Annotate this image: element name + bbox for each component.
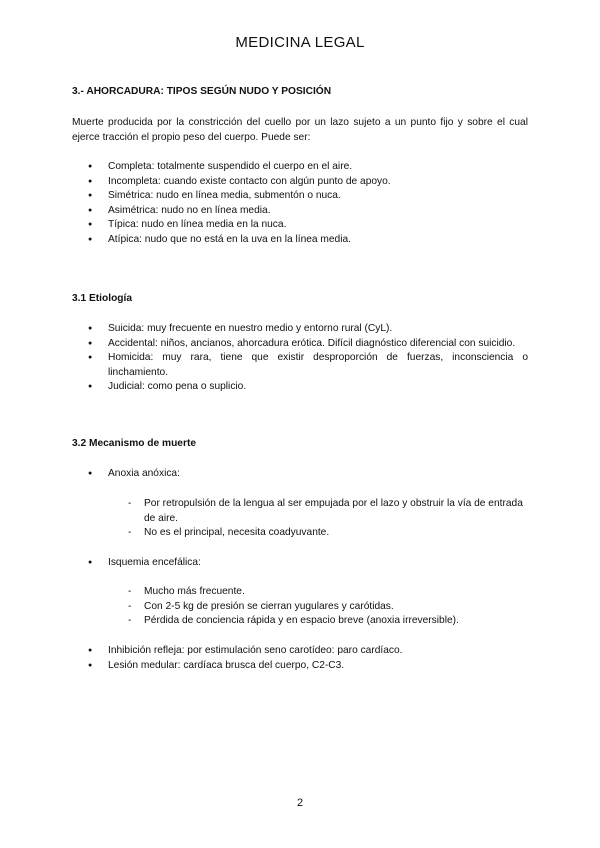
list-item: ● Judicial: como pena o suplicio. bbox=[72, 380, 528, 395]
list-item: ● Completa: totalmente suspendido el cuerpo en el aire. bbox=[72, 160, 528, 175]
section-heading-mecanismo: 3.2 Mecanismo de muerte bbox=[72, 438, 196, 449]
section-heading-ahorcadura: 3.- AHORCADURA: TIPOS SEGÚN NUDO Y POSICIÓN bbox=[72, 86, 332, 97]
anoxia-sublist bbox=[128, 497, 528, 541]
list-item: ● Suicida: muy frecuente en nuestro medio y entorno rural (CyL). bbox=[72, 322, 528, 337]
list-item: ● Típica: nudo en línea media en la nuca. bbox=[72, 218, 528, 233]
list-item: ● Incompleta: cuando existe contacto con algún punto de apoyo. bbox=[72, 175, 528, 190]
mecanismo-others-list bbox=[72, 644, 528, 673]
isquemia-sublist bbox=[128, 585, 528, 629]
list-item: ● Atípica: nudo que no está en la uva en la línea media. bbox=[72, 233, 528, 248]
list-item: ● Homicida: muy rara, tiene que existir desproporción de fuerzas, inconsciencia o linchamiento. bbox=[72, 351, 528, 380]
section-intro-paragraph: Muerte producida por la constricción del cuello por un lazo sujeto a un punto fijo y sobre el cual ejerce tracción el propio peso del cuerpo. Puede ser: bbox=[72, 117, 528, 143]
list-item: - Por retropulsión de la lengua al ser empujada por el lazo y obstruir la vía de entrada de aire. bbox=[128, 497, 528, 526]
list-item-isquemia: ● Isquemia encefálica: bbox=[72, 556, 528, 571]
page-number: 2 bbox=[296, 797, 304, 809]
list-item: ● Accidental: niños, ancianos, ahorcadura erótica. Difícil diagnóstico diferencial con suicidio. bbox=[72, 337, 528, 352]
list-item: ● Asimétrica: nudo no en línea media. bbox=[72, 204, 528, 219]
mecanismo-isquemia-list bbox=[72, 556, 528, 571]
etiologia-list bbox=[72, 322, 528, 395]
list-item: - Pérdida de conciencia rápida y en espacio breve (anoxia irreversible). bbox=[128, 614, 528, 629]
ahorcadura-types-list bbox=[72, 160, 528, 247]
section-heading-etiologia: 3.1 Etiología bbox=[72, 293, 133, 304]
list-item: - Con 2-5 kg de presión se cierran yugulares y carótidas. bbox=[128, 600, 528, 615]
mecanismo-anoxia-list bbox=[72, 467, 528, 482]
list-item: ● Lesión medular: cardíaca brusca del cuerpo, C2-C3. bbox=[72, 659, 528, 674]
document-header-title: MEDICINA LEGAL bbox=[235, 34, 365, 51]
list-item: - Mucho más frecuente. bbox=[128, 585, 528, 600]
list-item-anoxia: ● Anoxia anóxica: bbox=[72, 467, 528, 482]
list-item: ● Simétrica: nudo en línea media, submentón o nuca. bbox=[72, 189, 528, 204]
list-item: ● Inhibición refleja: por estimulación seno carotídeo: paro cardíaco. bbox=[72, 644, 528, 659]
list-item: - No es el principal, necesita coadyuvante. bbox=[128, 526, 528, 541]
